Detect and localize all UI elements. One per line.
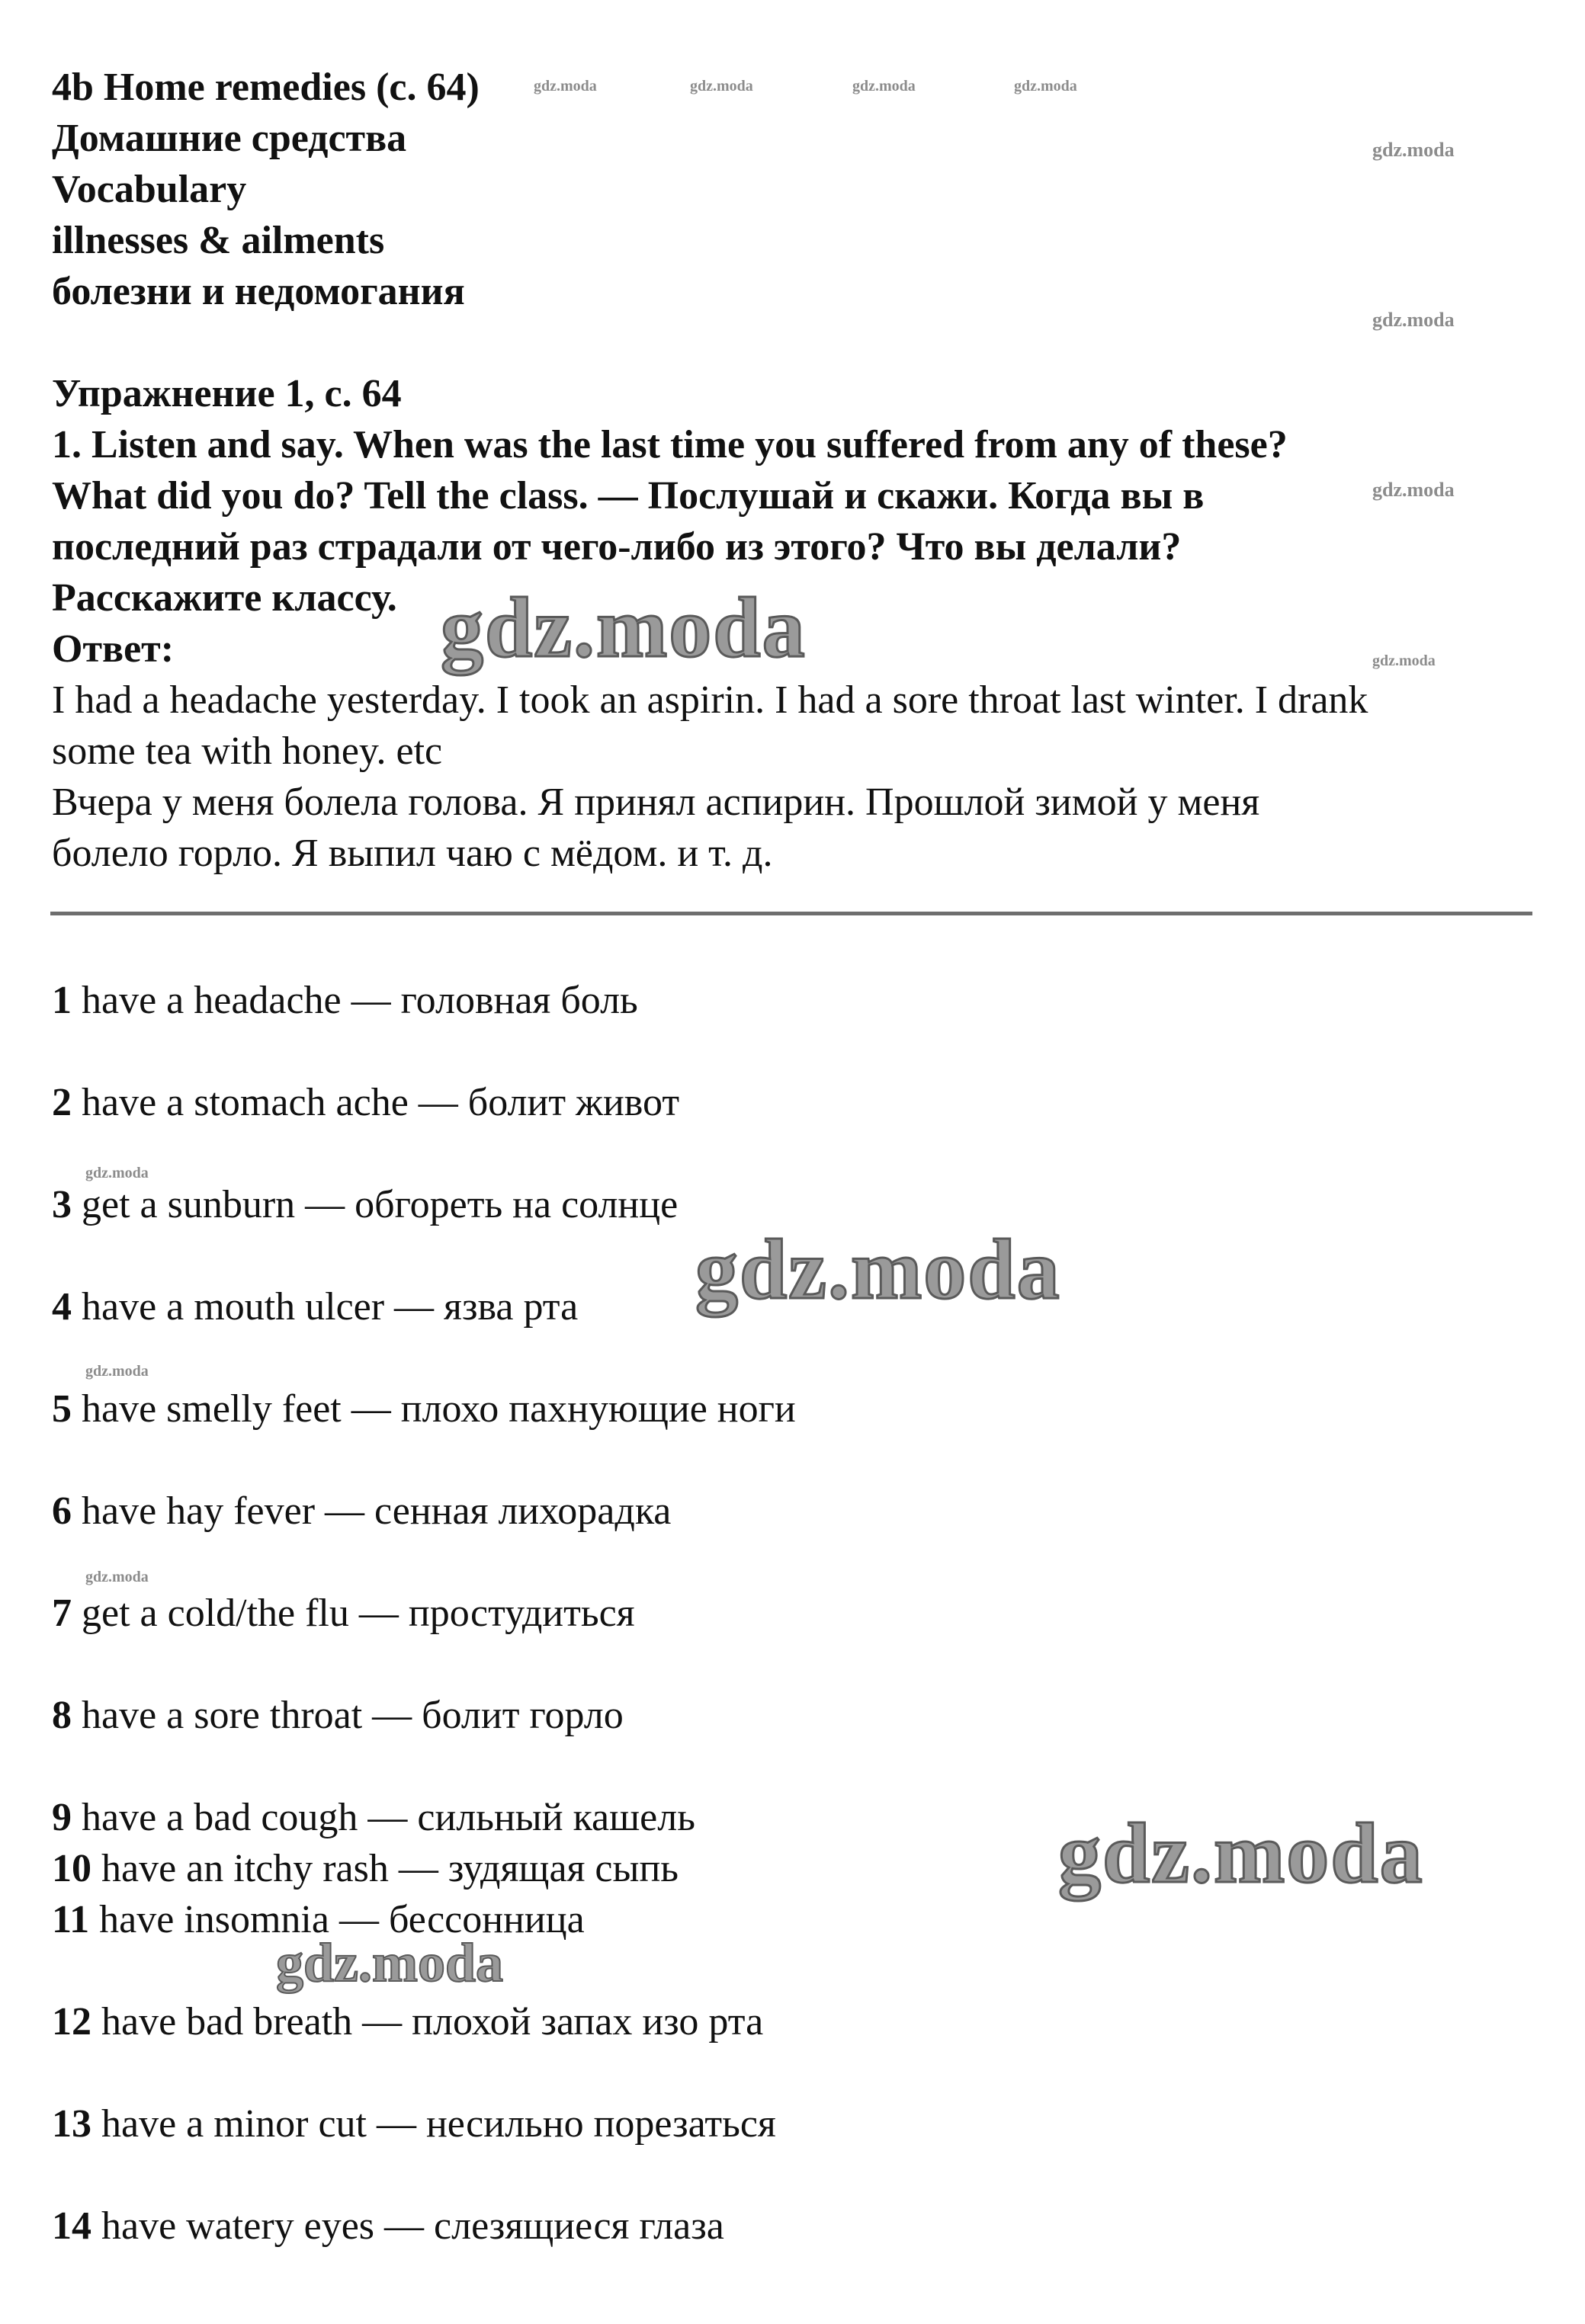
watermark: gdz.moda [85, 1363, 149, 1380]
watermark: gdz.moda [690, 78, 753, 95]
vocab-item: 1 have a headache — головная боль [52, 979, 638, 1022]
watermark: gdz.moda [1372, 309, 1455, 331]
watermark: gdz.moda [441, 581, 807, 675]
vocab-item: 7 get a cold/the flu — простудиться [52, 1592, 635, 1635]
answer-en-line-2: some tea with honey. etc [52, 729, 443, 773]
watermark: gdz.moda [1372, 139, 1455, 161]
watermark: gdz.moda [1058, 1806, 1424, 1901]
vocab-item: 3 get a sunburn — обгореть на солнце [52, 1183, 679, 1226]
watermark: gdz.moda [534, 78, 597, 95]
exercise-task-line-2: What did you do? Tell the class. — Послушай и скажи. Когда вы в [52, 474, 1205, 518]
exercise-task-line-1: 1. Listen and say. When was the last time you suffered from any of these? [52, 423, 1288, 466]
topic-heading-ru: болезни и недомогания [52, 270, 465, 313]
exercise-task-line-3: последний раз страдали от чего-либо из этого? Что вы делали? [52, 525, 1182, 569]
vocab-item: 4 have a mouth ulcer — язва рта [52, 1285, 579, 1329]
vocab-item: 10 have an itchy rash — зудящая сыпь [52, 1847, 679, 1890]
watermark: gdz.moda [1372, 479, 1455, 501]
watermark: gdz.moda [85, 1569, 149, 1585]
vocab-item: 14 have watery eyes — слезящиеся глаза [52, 2204, 724, 2248]
vocab-item: 11 have insomnia — бессонница [52, 1898, 585, 1941]
vocab-item: 6 have hay fever — сенная лихорадка [52, 1489, 672, 1533]
answer-label: Ответ: [52, 627, 175, 671]
watermark: gdz.moda [1372, 652, 1436, 669]
answer-en-line-1: I had a headache yesterday. I took an aspirin. I had a sore throat last winter. I drank [52, 678, 1368, 722]
watermark: gdz.moda [276, 1932, 504, 1993]
topic-heading: illnesses & ailments [52, 219, 385, 262]
section-divider [50, 912, 1532, 915]
vocab-item: 8 have a sore throat — болит горло [52, 1694, 624, 1737]
vocab-item: 9 have a bad cough — сильный кашель [52, 1796, 695, 1839]
watermark: gdz.moda [695, 1223, 1061, 1317]
section-heading: Vocabulary [52, 168, 247, 211]
page-title: 4b Home remedies (с. 64) [52, 66, 480, 109]
watermark: gdz.moda [852, 78, 916, 95]
exercise-task-line-4: Расскажите классу. [52, 576, 397, 620]
vocab-item: 12 have bad breath — плохой запах изо рта [52, 2000, 764, 2044]
exercise-label: Упражнение 1, с. 64 [52, 372, 402, 415]
watermark: gdz.moda [85, 1165, 149, 1181]
vocab-item: 5 have smelly feet — плохо пахнующие ноги [52, 1387, 796, 1431]
answer-ru-line-2: болело горло. Я выпил чаю с мёдом. и т. д. [52, 832, 773, 875]
vocab-item: 13 have a minor cut — несильно порезаться [52, 2102, 776, 2146]
vocab-item: 2 have a stomach ache — болит живот [52, 1081, 680, 1124]
watermark: gdz.moda [1014, 78, 1077, 95]
answer-ru-line-1: Вчера у меня болела голова. Я принял аспирин. Прошлой зимой у меня [52, 781, 1260, 824]
page-title-ru: Домашние средства [52, 117, 407, 160]
